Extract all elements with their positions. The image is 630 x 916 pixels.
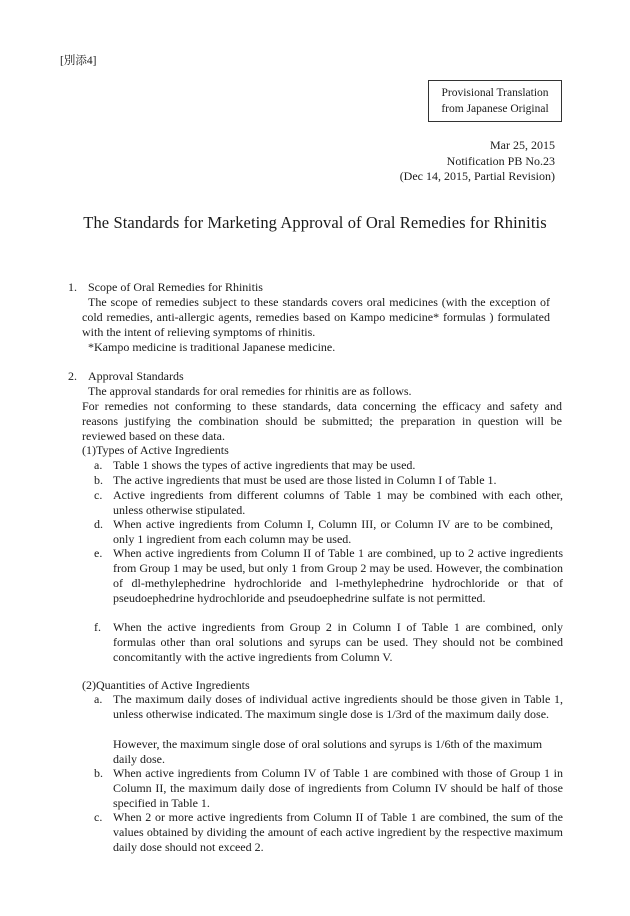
provisional-line-2: from Japanese Original [441,103,549,115]
section-2-heading: Approval Standards [88,369,184,383]
section-1-heading: Scope of Oral Remedies for Rhinitis [88,280,263,294]
section-1-note: *Kampo medicine is traditional Japanese medicine. [88,340,336,354]
list-item: The maximum daily doses of individual active ingredients should be those given in Table 1, unless otherwise indicated. The maximum single dose is 1/3rd of the maximum daily dose. [113,692,563,721]
list-item-label: e. [94,546,103,560]
list-item-continuation: However, the maximum single dose of oral solutions and syrups is 1/6th of the maximum daily dose. [113,737,543,766]
list-item: When 2 or more active ingredients from Column II of Table 1 are combined, the sum of the values obtained by dividing the amount of each active ingredient by the respective maximum daily dose should not exceed 2. [113,810,563,854]
list-item: The active ingredients that must be used are those listed in Column I of Table 1. [113,473,497,487]
subsection-2-heading: (2)Quantities of Active Ingredients [82,678,250,692]
notification-meta [400,138,555,185]
provisional-translation-box [428,80,562,122]
section-2-number: 2. [68,369,77,383]
list-item-label: c. [94,810,103,824]
section-2-intro-1: The approval standards for oral remedies for rhinitis are as follows. [88,384,412,398]
subsection-1-heading: (1)Types of Active Ingredients [82,443,229,457]
list-item: When active ingredients from Column II of Table 1 are combined, up to 2 active ingredients from Group 1 may be used, but only 1 from Group 2 may be used. However, the combination of dl-methylephedrine hydrochloride and l-methylephedrine hydrochloride or that of pseudoephedrine hydrochloride and pseudoephedrine sulfate is not permitted. [113,546,563,605]
list-item-label: b. [94,766,103,780]
provisional-line-1: Provisional Translation [441,87,549,99]
document-title: The Standards for Marketing Approval of Oral Remedies for Rhinitis [83,213,547,232]
list-item: When active ingredients from Column I, Column III, or Column IV are to be combined, only 1 ingredient from each column may be used. [113,517,553,546]
section-1-paragraph: The scope of remedies subject to these standards covers oral medicines (with the exception of cold remedies, anti-allergic agents, remedies based on Kampo medicine* formulas ) formulated with the intent of relieving symptoms of rhinitis. [82,295,550,339]
list-item-label: c. [94,488,103,502]
annex-label: [別添4] [60,55,97,67]
notification-revision: (Dec 14, 2015, Partial Revision) [399,169,555,183]
list-item: Active ingredients from different columns of Table 1 may be combined with each other, unless otherwise stipulated. [113,488,563,517]
list-item-label: a. [94,458,103,472]
list-item: Table 1 shows the types of active ingredients that may be used. [113,458,416,472]
notification-number: Notification PB No.23 [446,153,555,168]
list-item-label: f. [94,620,101,634]
section-1-number: 1. [68,280,77,294]
notification-date: Mar 25, 2015 [490,138,555,152]
list-item-label: d. [94,517,103,531]
section-2-intro-2: For remedies not conforming to these standards, data concerning the efficacy and safety and reasons justifying the combination should be submitted; the preparation in question will be reviewed based on these data. [82,399,562,443]
list-item: When active ingredients from Column IV of Table 1 are combined with those of Group 1 in Column II, the maximum daily dose of ingredients from Column IV should be half of those specified in Table 1. [113,766,563,810]
list-item-label: a. [94,692,103,706]
list-item: When the active ingredients from Group 2 in Column I of Table 1 are combined, only formulas other than oral solutions and syrups can be used. They should not be combined concomitantly with the active ingredients from Column V. [113,620,563,664]
list-item-label: b. [94,473,103,487]
